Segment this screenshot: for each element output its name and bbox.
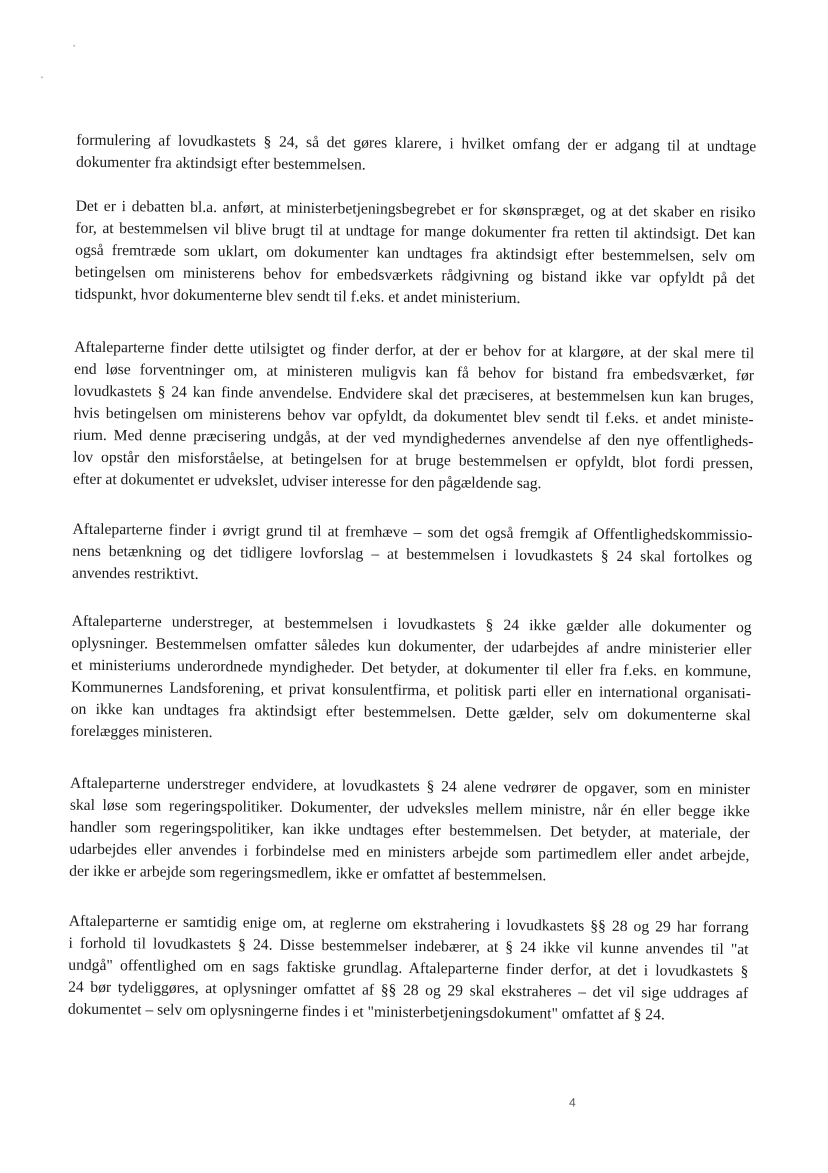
scan-speck xyxy=(73,45,75,47)
text-line: dokumentet – selv om oplysningerne findes i et "ministerbetjeningsdokument" omfattet af § 24. xyxy=(67,1000,665,1024)
text-line: Kommunernes Landsforening, et privat konsulentfirma, et politisk parti eller en international organisati- xyxy=(70,678,752,703)
text-line: rium. Med denne præcisering undgås, at der ved myndighedernes anvendelse af den nye offentligheds- xyxy=(73,426,754,451)
text-line: lovudkastets § 24 kan finde anvendelse. Endvidere skal det præciseres, at bestemmelsen kun kan bruges, xyxy=(73,382,754,407)
text-line: udarbejdes eller anvendes i forbindelse med en ministers arbejde som partimedlem eller andet arbejde, xyxy=(69,840,750,865)
paragraph-2 xyxy=(75,196,756,313)
text-line: dokumenter fra aktindsigt efter bestemmelsen. xyxy=(75,153,366,174)
text-line: Aftaleparterne understreger endvidere, at lovudkastets § 24 alene vedrører de opgaver, som en minister xyxy=(69,774,751,799)
text-line: end løse forventninger om, at ministeren muligvis kan få behov for bistand fra embedsværket, før xyxy=(73,360,755,385)
text-line: tidspunkt, hvor dokumenterne blev sendt til f.eks. et andet ministerium. xyxy=(74,285,521,308)
paragraph-7 xyxy=(68,911,749,1028)
text-line: hvis betingelsen om ministerens behov var opfyldt, da dokumentet blev sendt til f.eks. et andet ministe- xyxy=(73,404,754,429)
text-line: i forhold til lovudkastets § 24. Disse bestemmelser indebærer, at § 24 ikke vil kunne anvendes til "at xyxy=(68,934,749,959)
paragraph-5 xyxy=(70,611,751,750)
text-line: Aftaleparterne er samtidig enige om, at reglerne om ekstrahering i lovudkastets §§ 28 og 29 har forrang xyxy=(68,912,749,937)
text-line: formulering af lovudkastets § 24, så det gøres klarere, i hvilket omfang der er adgang til at undtage xyxy=(76,131,757,156)
text-line: betingelsen om ministerens behov for embedsværkets rådgivning og bistand ikke var opfyldt på det xyxy=(74,263,756,288)
text-line: Aftaleparterne understreger, at bestemmelsen i lovudkastets § 24 ikke gælder alle dokumenter og xyxy=(71,612,752,637)
text-line: Aftaleparterne finder dette utilsigtet og finder derfor, at der er behov for at klargøre, at der skal mere til xyxy=(74,338,755,363)
text-line: oplysninger. Bestemmelsen omfatter således kun dokumenter, der udarbejdes af andre ministerier eller xyxy=(71,634,752,659)
text-line: for, at bestemmelsen vil blive brugt til at undtage for mange dokumenter fra retten til aktindsigt. Det kan xyxy=(75,219,756,244)
text-line: Det er i debatten bl.a. anført, at ministerbetjeningsbegrebet er for skønspræget, og at det skaber en risiko xyxy=(75,197,756,222)
paragraph-4 xyxy=(72,519,753,592)
text-line: on ikke kan undtages fra aktindsigt efter bestemmelsen. Dette gælder, selv om dokumenterne skal xyxy=(70,700,751,725)
text-line: 24 bør tydeliggøres, at oplysninger omfattet af §§ 28 og 29 skal ekstraheres – det vil sige uddrages af xyxy=(68,978,749,1003)
text-line: forelægges ministeren. xyxy=(70,722,213,742)
text-line: nens betænkning og det tidligere lovforslag – at bestemmelsen i lovudkastets § 24 skal fortolkes og xyxy=(72,542,753,567)
scan-speck xyxy=(41,76,43,78)
text-line: Aftaleparterne finder i øvrigt grund til at fremhæve – som det også fremgik af Offentlighedskommissio- xyxy=(72,520,753,545)
text-line: anvendes restriktivt. xyxy=(72,564,199,583)
text-line: efter at dokumentet er udvekslet, udviser interesse for den pågældende sag. xyxy=(72,470,542,493)
text-line: handler som regeringspolitiker, kan ikke undtages efter bestemmelsen. Det betyder, at materiale, der xyxy=(69,818,750,843)
text-line: et ministeriums underordnede myndigheder. Det betyder, at dokumenter til eller fra f.eks. en kommune, xyxy=(71,656,752,681)
text-line: også fremtræde som uklart, om dokumenter kan undtages fra aktindsigt efter bestemmelsen, selv om xyxy=(75,241,756,266)
text-line: lov opstår den misforståelse, at betingelsen for at bruge bestemmelsen er opfyldt, blot fordi pressen, xyxy=(73,448,754,473)
page-number: 4 xyxy=(568,1095,576,1110)
paragraph-6 xyxy=(69,773,750,890)
text-line: der ikke er arbejde som regeringsmedlem, ikke er omfattet af bestemmelsen. xyxy=(69,862,547,885)
text-line: undgå" offentlighed om en sags faktiske grundlag. Aftaleparterne finder derfor, at det i lovudkastets § xyxy=(68,956,749,981)
paragraph-3 xyxy=(73,337,754,498)
text-line: skal løse som regeringspolitiker. Dokumenter, der udveksles mellem ministre, når én eller begge ikke xyxy=(69,796,750,821)
paragraph-1 xyxy=(76,130,756,181)
